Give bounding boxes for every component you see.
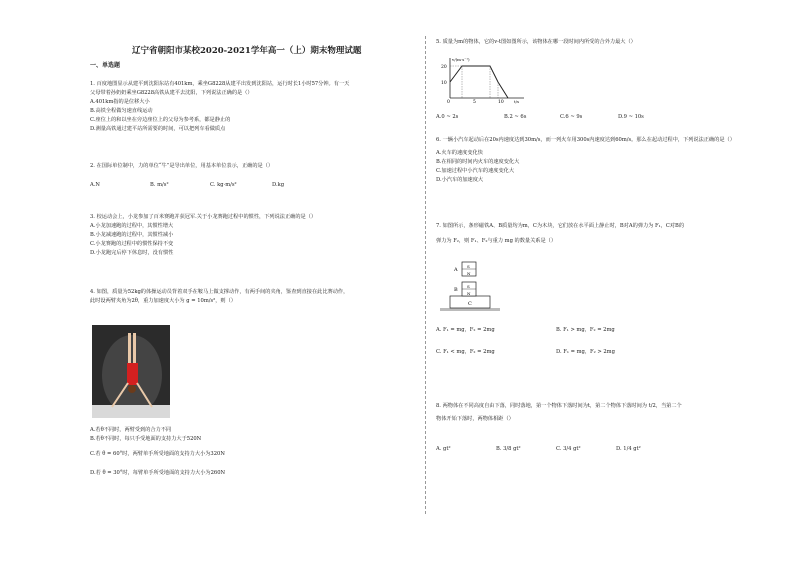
x-tick-label: 0 bbox=[447, 100, 450, 104]
block-c-label: C bbox=[468, 301, 472, 307]
option-a: A.若θ不同时，两臂受到的合力不同 bbox=[90, 427, 172, 433]
question-stem: 父母带着孙奶奶乘坐G8228高铁从建平去沈阳，下列说法正确的是（） bbox=[90, 90, 253, 96]
question-stem: 7. 如图所示，条形磁铁A、B质量均为m，C为木块，它们放在水平面上静止时，B对A的弹力为 F₁，C对B的 bbox=[436, 223, 685, 229]
gymnast-figure bbox=[92, 325, 170, 418]
question-stem: 6. 一辆小汽车起动后在20s内速度达到30m/s，而一列火车用300s内速度达到60m/s。那么在起动过程中，下列说法正确的是（） bbox=[436, 137, 735, 143]
option-a: A. F₁ = mg，F₂ = 2mg bbox=[436, 327, 495, 333]
x-axis-label: t/s bbox=[514, 99, 520, 104]
column-divider bbox=[425, 36, 426, 514]
gymnast-photo bbox=[92, 325, 170, 418]
left-column bbox=[86, 0, 421, 562]
question-stem: 2. 在国际单位制中，力的单位“牛”是导出单位，用基本单位表示，正确的是（） bbox=[90, 163, 274, 169]
block-b-label: B bbox=[454, 287, 458, 293]
question-stem: 此时设两臂夹角为2θ，重力加速度大小为 g = 10m/s²，则（） bbox=[90, 298, 236, 304]
vt-graph bbox=[438, 56, 528, 104]
question-6 bbox=[436, 136, 735, 185]
ground bbox=[440, 308, 500, 311]
question-8 bbox=[436, 402, 682, 424]
pole-label: N bbox=[467, 291, 471, 296]
option-c: C.6 ~ 9s bbox=[560, 114, 583, 120]
question-stem: 3. 校运动会上，小龙参加了百米赛跑并获冠军.关于小龙赛跑过程中的惯性，下列说法正确的是（） bbox=[90, 214, 317, 220]
pole-label: S bbox=[467, 264, 470, 269]
x-tick-label: 10 bbox=[498, 100, 504, 104]
vt-line bbox=[450, 66, 508, 98]
page-title: 辽宁省朝阳市某校2020-2021学年高一（上）期末物理试题 bbox=[132, 46, 362, 56]
y-axis-label: v/(m·s⁻¹) bbox=[452, 57, 470, 62]
option-c: C. 3/4 gt² bbox=[556, 446, 581, 452]
option-d: D. F₁ = mg，F₂ > 2mg bbox=[556, 349, 615, 355]
option-b: B. F₁ > mg，F₂ = 2mg bbox=[556, 327, 615, 333]
question-2-options bbox=[90, 182, 410, 192]
option-b: B. 3/8 gt² bbox=[496, 446, 521, 452]
option-d: D.小汽车的加速度大 bbox=[436, 177, 484, 183]
option-b: B.若θ不同时，每只手受地面的支持力大于520N bbox=[90, 436, 202, 442]
option-b: B.小龙减速跑的过程中，其惯性减小 bbox=[90, 232, 174, 238]
option-d: D.测量高铁通过建平站所需要的时间，可以把列车看做质点 bbox=[90, 126, 226, 132]
magnet-blocks-diagram bbox=[440, 260, 500, 312]
question-2 bbox=[90, 162, 273, 171]
option-b: B.高铁全程做匀速直线运动 bbox=[90, 108, 153, 114]
option-b: B.2 ~ 6s bbox=[504, 114, 527, 120]
pole-label: N bbox=[467, 271, 471, 276]
question-1 bbox=[90, 80, 349, 134]
option-b: B. m/s² bbox=[150, 182, 169, 188]
option-a: A.小龙加速跑的过程中，其惯性增大 bbox=[90, 223, 174, 229]
option-c: C.小龙赛跑的过程中的惯性保持不变 bbox=[90, 241, 174, 247]
question-stem: 1. 百度地图显示从建平到沈阳东站有401km，乘坐G8228从建平出发到沈阳站，运行时长1小时57分钟。有一天 bbox=[90, 81, 350, 87]
question-stem: 物体开始下落时，两物体相距（） bbox=[436, 416, 514, 422]
option-a: A. gt² bbox=[436, 446, 451, 452]
pole-label: S bbox=[467, 284, 470, 289]
option-c: C.座位上的和以坐在旁边座位上的父母为参考系，都是静止的 bbox=[90, 117, 231, 123]
option-b: B.在相同的时间内火车的速度变化大 bbox=[436, 159, 520, 165]
question-8-options bbox=[436, 446, 756, 456]
option-d: D.kg bbox=[272, 182, 285, 188]
question-stem: 弹力为 F₂，则 F₁、F₂与重力 mg 的数量关系是（） bbox=[436, 238, 557, 244]
question-5-options bbox=[436, 114, 756, 124]
question-5 bbox=[436, 38, 636, 47]
option-d: D.9 ~ 10s bbox=[618, 114, 644, 120]
option-a: A.N bbox=[90, 182, 100, 188]
question-stem: 8. 两物体在不同高度自由下落，同时落地，第一个物体下落时间为t，第二个物体下落时间为 t/2，当第二个 bbox=[436, 403, 682, 409]
question-7-options-cd bbox=[436, 348, 756, 358]
question-stem: 4. 如图，质量为52kg的体操运动员背着双手在鞍马上做支撑动作，有两手间的夹角，鉴查到直接在此比赛动作， bbox=[90, 289, 349, 295]
y-tick-label: 20 bbox=[441, 65, 447, 70]
option-c: C.若 θ = 60°时，两臂单手所受地面的支持力大小为320N bbox=[90, 451, 225, 457]
x-tick-label: 5 bbox=[473, 100, 476, 104]
question-7 bbox=[436, 222, 684, 246]
option-c: C. F₁ < mg，F₂ = 2mg bbox=[436, 349, 495, 355]
option-c: C.加速过程中小汽车的速度变化大 bbox=[436, 168, 515, 174]
option-c: C. kg·m/s² bbox=[210, 182, 237, 188]
question-stem: 5. 质量为m的物体，它的v-t图如图所示，该物体在哪一段时间内所受的合外力最大（） bbox=[436, 39, 636, 45]
y-tick-label: 10 bbox=[441, 81, 447, 86]
question-4 bbox=[90, 288, 348, 306]
block-a-label: A bbox=[454, 267, 458, 273]
section-heading: 一、单选题 bbox=[90, 62, 121, 69]
option-d: D.若 θ = 30°时，每臂单手所受地面的支持力大小为260N bbox=[90, 470, 226, 476]
option-d: D. 1/4 gt² bbox=[616, 446, 641, 452]
option-d: D.小龙跑完后停下休息时，没有惯性 bbox=[90, 250, 174, 256]
question-7-options-ab bbox=[436, 326, 756, 336]
question-3 bbox=[90, 213, 316, 258]
option-a: A.401km指的是位移大小 bbox=[90, 99, 150, 105]
option-a: A.0 ~ 2s bbox=[436, 114, 459, 120]
option-a: A.火车的速度变化快 bbox=[436, 150, 483, 156]
right-column bbox=[432, 0, 762, 562]
question-4-options bbox=[90, 426, 225, 478]
